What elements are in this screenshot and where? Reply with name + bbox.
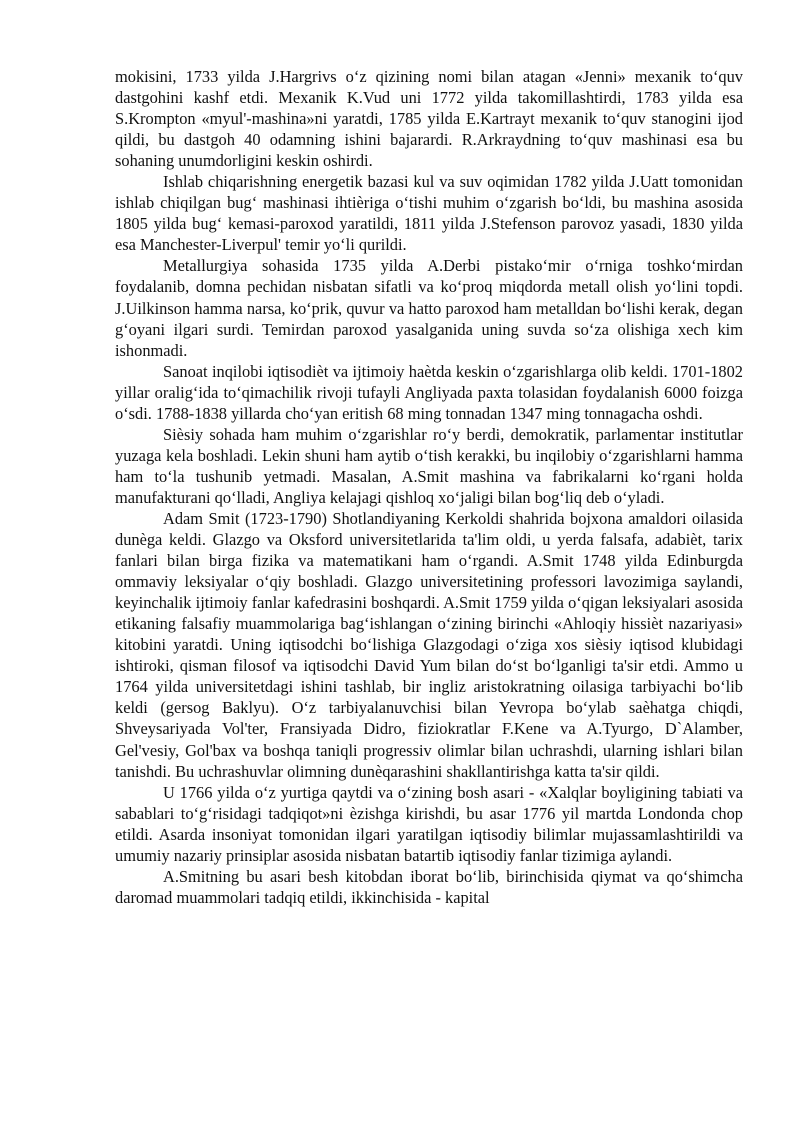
- paragraph-8: A.Smitning bu asari besh kitobdan iborat bo‘lib, birinchisida qiymat va qo‘shimcha daromad muammolari tadqiq etildi, ikkinchisida - kapital: [115, 866, 743, 907]
- paragraph-4: Sanoat inqilobi iqtisodièt va ijtimoiy haètda keskin o‘zgarishlarga olib keldi. 1701-1802 yillar oralig‘ida to‘qimachilik rivoji tufayli Angliyada paxta tolasidan foydalanish 6000 foizga o‘sdi. 1788-1838 yillarda cho‘yan eritish 68 ming tonnadan 1347 ming tonnagacha oshdi.: [115, 361, 743, 423]
- paragraph-1: mokisini, 1733 yilda J.Hargrivs o‘z qizining nomi bilan atagan «Jenni» mexanik to‘quv dastgohini kashf etdi. Mexanik K.Vud uni 1772 yilda takomillashtirdi, 1783 yilda esa S.Krompton «myul'-mashina»ni yaratdi, 1785 yilda E.Kartrayt mexanik to‘quv stanogini ijod qildi, bu dastgoh 40 odamning ishini bajarardi. R.Arkraydning to‘quv mashinasi esa bu sohaning unumdorligini keskin oshirdi.: [115, 67, 743, 171]
- paragraph-5: Sièsiy sohada ham muhim o‘zgarishlar ro‘y berdi, demokratik, parlamentar institutlar yuzaga kela boshladi. Lekin shuni ham aytib o‘tish kerakki, bu inqilobiy o‘zgarishlarni hamma ham to‘la tushunib yetmadi. Masalan, A.Smit mashina va fabrikalarni ko‘rgani holda manufakturani qo‘lladi, Angliya kelajagi qishloq xo‘jaligi bilan bog‘liq deb o‘yladi.: [115, 424, 743, 507]
- paragraph-6: Adam Smit (1723-1790) Shotlandiyaning Kerkoldi shahrida bojxona amaldori oilasida dunèga keldi. Glazgo va Oksford universitetlarida ta'lim oldi, u yerda falsafa, adabièt, tarix fanlari bilan birga fizika va matematikani ham o‘rgandi. A.Smit 1748 yilda Edinburgda ommaviy leksiyalar o‘qiy boshladi. Glazgo universitetining professori lavozimiga saylandi, keyinchalik ijtimoiy fanlar kafedrasini boshqardi. A.Smit 1759 yilda o‘qigan leksiyalari asosida etikaning falsafiy muammolariga bag‘ishlangan o‘zining birinchi «Ahloqiy hissièt nazariyasi» kitobini yaratdi. Uning iqtisodchi bo‘lishiga Glazgodagi o‘ziga xos sièsiy iqtisod klubidagi ishtiroki, qisman filosof va iqtisodchi David Yum bilan do‘st bo‘lganligi ta'sir etdi. Ammo u 1764 yilda universitetdagi ishini tashlab, bir ingliz aristokratning oilasiga tarbiyachi bo‘lib keldi (gersog Baklyu). O‘z tarbiyalanuvchisi bilan Yevropa bo‘ylab saèhatga chiqdi, Shveysariyada Vol'ter, Fransiyada Didro, fiziokratlar F.Kene va A.Tyurgo, D`Alamber, Gel'vesiy, Gol'bax va boshqa taniqli progressiv olimlar bilan uchrashdi, ularning ishlari bilan tanishdi. Bu uchrashuvlar olimning dunèqarashini shakllantirishga katta ta'sir qildi.: [115, 508, 743, 781]
- paragraph-2: Ishlab chiqarishning energetik bazasi kul va suv oqimidan 1782 yilda J.Uatt tomonidan ishlab chiqilgan bug‘ mashinasi ihtièriga o‘tishi muhim o‘zgarish bo‘ldi, bu mashina asosida 1805 yilda bug‘ kemasi-paroxod yaratildi, 1811 yilda J.Stefenson parovoz yasadi, 1830 yilda esa Manchester-Liverpul' temir yo‘li qurildi.: [115, 172, 743, 255]
- paragraph-7: U 1766 yilda o‘z yurtiga qaytdi va o‘zining bosh asari - «Xalqlar boyligining tabiati va sabablari to‘g‘risidagi tadqiqot»ni èzishga kirishdi, bu asar 1776 yil martda Londonda chop etildi. Asarda insoniyat tomonidan ilgari yaratilgan iqtisodiy bilimlar mujassamlashtirildi va umumiy nazariy prinsiplar asosida nisbatan batartib iqtisodiy fanlar tizimiga aylandi.: [115, 782, 743, 865]
- paragraph-3: Metallurgiya sohasida 1735 yilda A.Derbi pistako‘mir o‘rniga toshko‘mirdan foydalanib, domna pechidan nisbatan sifatli va ko‘proq miqdorda metall olish yo‘lini topdi. J.Uilkinson hamma narsa, ko‘prik, quvur va hatto paroxod ham metalldan bo‘lishi kerak, degan g‘oyani ilgari surdi. Temirdan paroxod yasalganida uning suvda so‘za olishiga xech kim ishonmadi.: [115, 256, 743, 360]
- document-page: [115, 66, 743, 908]
